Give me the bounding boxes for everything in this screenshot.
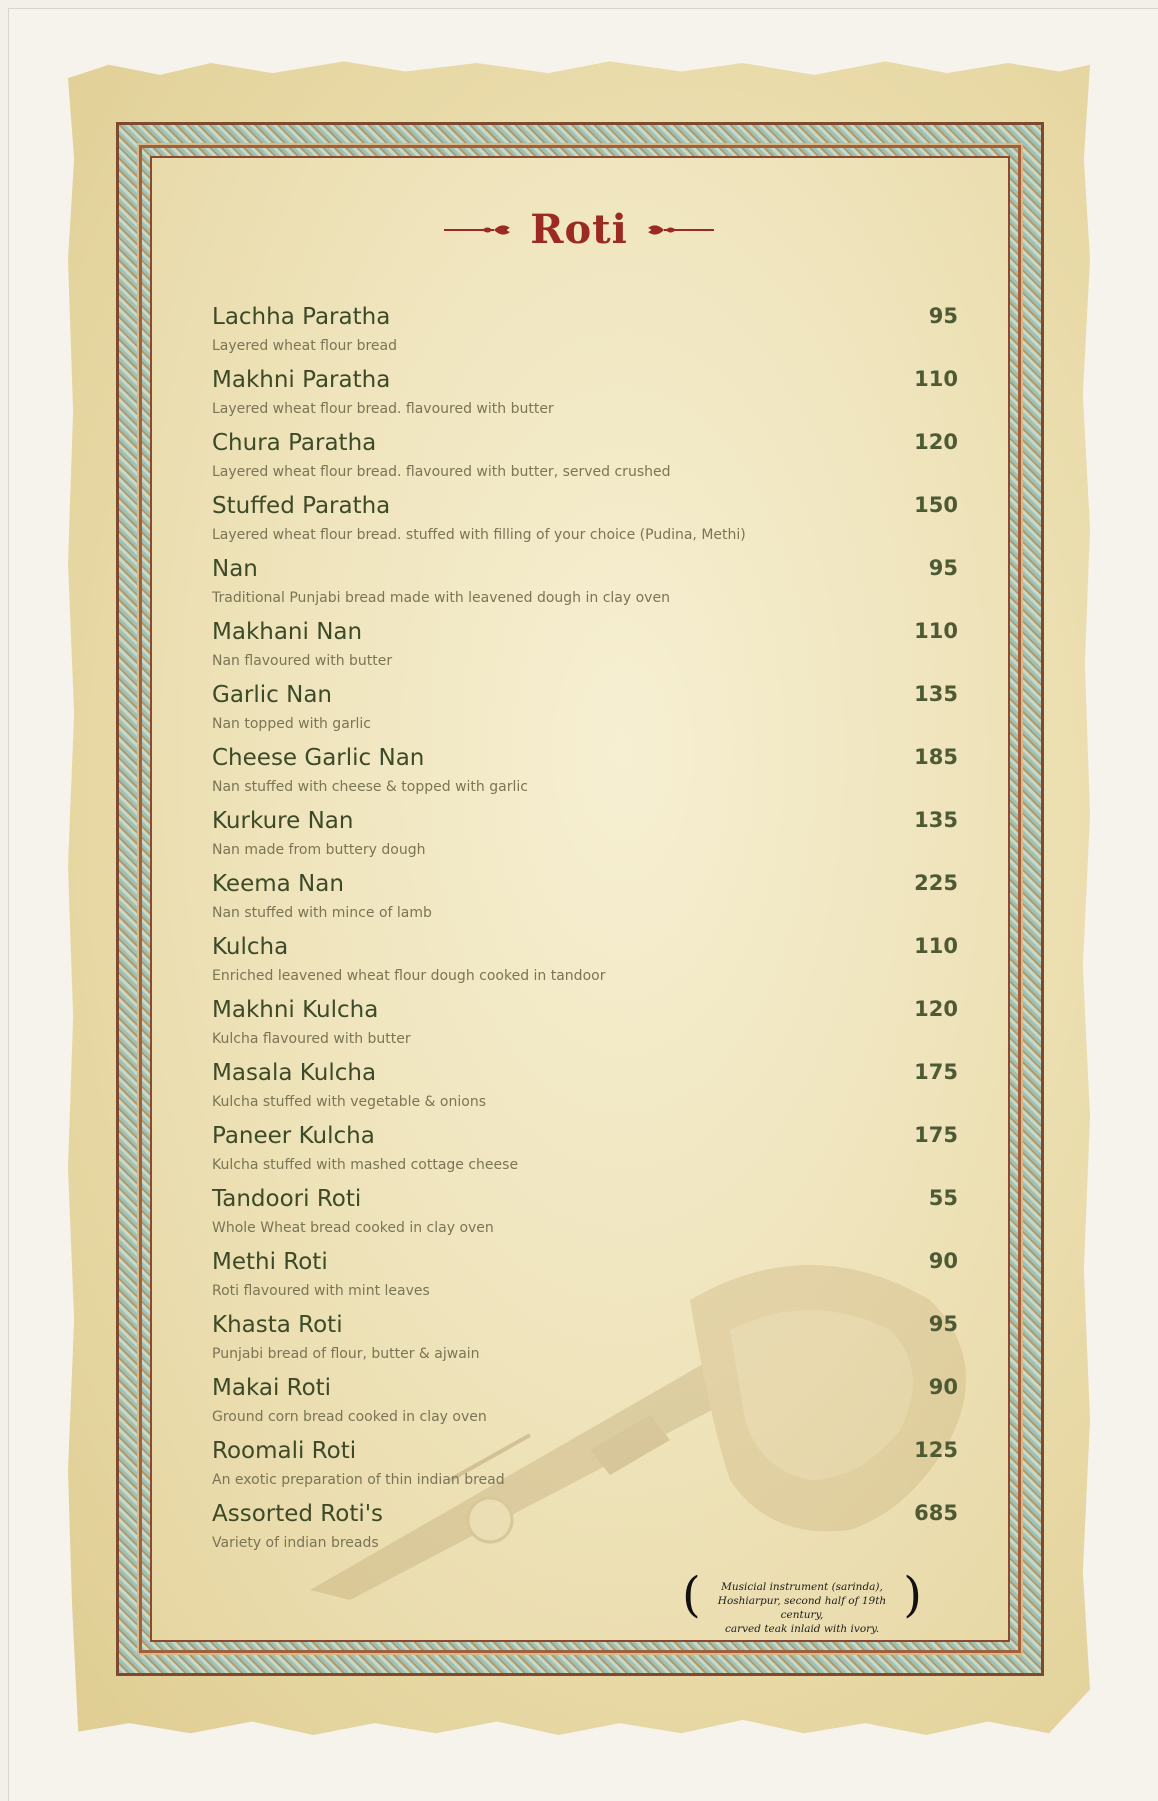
item-price: 185 <box>914 745 958 769</box>
item-name: Nan <box>212 556 258 582</box>
menu-item <box>212 1306 958 1369</box>
item-price: 150 <box>914 493 958 517</box>
menu-item <box>212 1117 958 1180</box>
item-price: 90 <box>928 1375 958 1399</box>
item-description: Kulcha stuffed with vegetable & onions <box>212 1094 486 1110</box>
item-name: Assorted Roti's <box>212 1501 384 1527</box>
item-price: 135 <box>914 808 958 832</box>
item-description: Enriched leavened wheat flour dough cooked in tandoor <box>212 968 606 984</box>
item-name: Tandoori Roti <box>212 1186 362 1212</box>
item-description: Punjabi bread of flour, butter & ajwain <box>212 1346 480 1362</box>
item-name: Chura Paratha <box>212 430 377 456</box>
flourish-right-icon <box>640 220 714 240</box>
item-description: Variety of indian breads <box>212 1535 379 1551</box>
item-name: Makhni Paratha <box>212 367 391 393</box>
item-name: Roomali Roti <box>212 1438 357 1464</box>
item-price: 90 <box>928 1249 958 1273</box>
item-price: 95 <box>928 1312 958 1336</box>
item-name: Kurkure Nan <box>212 808 354 834</box>
item-description: Ground corn bread cooked in clay oven <box>212 1409 487 1425</box>
menu-item <box>212 1432 958 1495</box>
item-price: 120 <box>914 430 958 454</box>
item-price: 95 <box>928 556 958 580</box>
menu-item <box>212 676 958 739</box>
item-name: Methi Roti <box>212 1249 328 1275</box>
item-description: Layered wheat flour bread <box>212 338 398 354</box>
item-name: Garlic Nan <box>212 682 332 708</box>
menu-item <box>212 613 958 676</box>
menu-item <box>212 991 958 1054</box>
menu-item <box>212 424 958 487</box>
menu-item <box>212 1243 958 1306</box>
menu-item <box>212 802 958 865</box>
item-name: Makai Roti <box>212 1375 332 1401</box>
menu-item <box>212 1054 958 1117</box>
caption-left-bracket: ( <box>682 1567 701 1623</box>
item-description: Kulcha stuffed with mashed cottage cheese <box>212 1157 519 1173</box>
caption-text <box>694 1572 910 1636</box>
item-price: 95 <box>928 304 958 328</box>
item-description: Layered wheat flour bread. flavoured with butter <box>212 401 554 417</box>
caption-line: Hoshiarpur, second half of 19th century, <box>717 1595 887 1621</box>
item-name: Khasta Roti <box>212 1312 343 1338</box>
item-name: Makhani Nan <box>212 619 363 645</box>
item-price: 120 <box>914 997 958 1021</box>
item-description: Layered wheat flour bread. stuffed with filling of your choice (Pudina, Methi) <box>212 527 746 543</box>
item-description: Layered wheat flour bread. flavoured with butter, served crushed <box>212 464 671 480</box>
illustration-caption <box>682 1567 922 1635</box>
flourish-left-icon <box>444 220 518 240</box>
item-description: Nan made from buttery dough <box>212 842 426 858</box>
item-description: Roti flavoured with mint leaves <box>212 1283 430 1299</box>
menu-item <box>212 298 958 361</box>
menu-title-area <box>0 206 1158 266</box>
item-price: 685 <box>914 1501 958 1525</box>
item-name: Kulcha <box>212 934 289 960</box>
menu-item <box>212 865 958 928</box>
item-name: Masala Kulcha <box>212 1060 377 1086</box>
item-name: Cheese Garlic Nan <box>212 745 425 771</box>
item-price: 110 <box>914 367 958 391</box>
item-price: 110 <box>914 619 958 643</box>
caption-line: carved teak inlaid with ivory. <box>724 1623 880 1635</box>
item-price: 175 <box>914 1060 958 1084</box>
item-name: Lachha Paratha <box>212 304 391 330</box>
item-price: 125 <box>914 1438 958 1462</box>
menu-item <box>212 739 958 802</box>
item-description: Nan topped with garlic <box>212 716 372 732</box>
menu-item <box>212 1495 958 1558</box>
item-name: Paneer Kulcha <box>212 1123 375 1149</box>
menu-item <box>212 1180 958 1243</box>
page-title: Roti <box>530 206 628 253</box>
menu-item <box>212 928 958 991</box>
menu-list <box>212 298 958 1558</box>
item-name: Makhni Kulcha <box>212 997 379 1023</box>
item-name: Stuffed Paratha <box>212 493 391 519</box>
caption-right-bracket: ) <box>903 1567 922 1623</box>
item-price: 225 <box>914 871 958 895</box>
item-description: Traditional Punjabi bread made with leavened dough in clay oven <box>212 590 670 606</box>
item-price: 110 <box>914 934 958 958</box>
caption-line: Musicial instrument (sarinda), <box>721 1581 883 1593</box>
item-price: 135 <box>914 682 958 706</box>
item-description: Nan stuffed with cheese & topped with garlic <box>212 779 528 795</box>
item-description: Kulcha flavoured with butter <box>212 1031 411 1047</box>
item-description: Nan flavoured with butter <box>212 653 393 669</box>
item-price: 55 <box>928 1186 958 1210</box>
item-description: Nan stuffed with mince of lamb <box>212 905 432 921</box>
item-name: Keema Nan <box>212 871 344 897</box>
item-description: Whole Wheat bread cooked in clay oven <box>212 1220 494 1236</box>
item-description: An exotic preparation of thin indian bread <box>212 1472 505 1488</box>
item-price: 175 <box>914 1123 958 1147</box>
menu-item <box>212 487 958 550</box>
menu-item <box>212 550 958 613</box>
menu-item <box>212 361 958 424</box>
menu-item <box>212 1369 958 1432</box>
